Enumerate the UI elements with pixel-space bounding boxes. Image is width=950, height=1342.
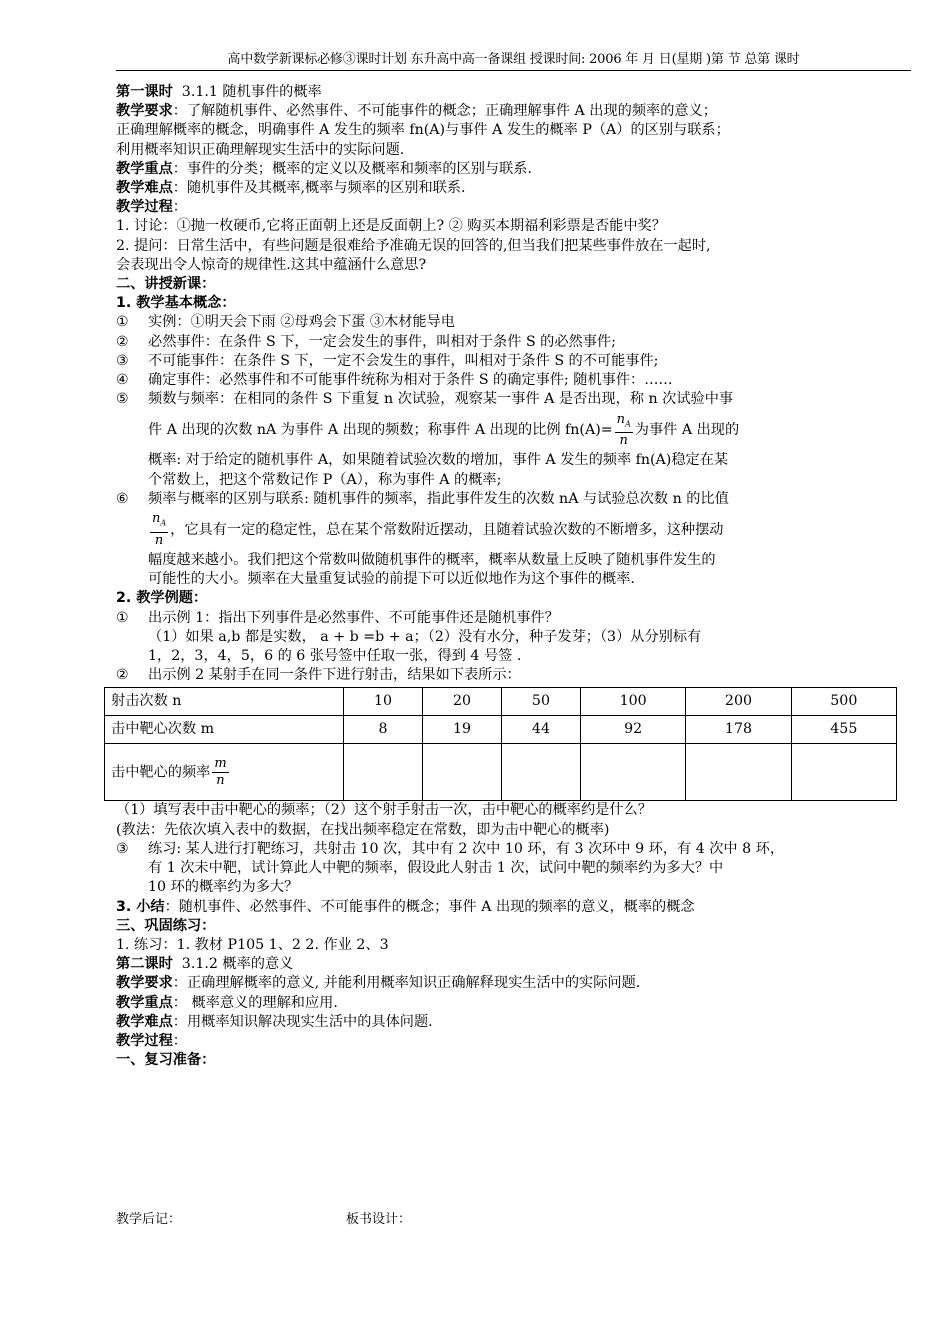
lesson1-requirements-3: 利用概率知识正确理解现实生活中的实际问题. bbox=[116, 141, 405, 158]
concept-5: ⑤ 频数与频率：在相同的条件 S 下重复 n 次试验，观察某一事件 A 是否出现，称 n 次试验中事 bbox=[116, 391, 734, 408]
page-footer bbox=[116, 1208, 411, 1227]
table-cell: 19 bbox=[422, 716, 501, 744]
table-cell: 50 bbox=[501, 688, 580, 716]
lesson1-title-line bbox=[116, 83, 911, 102]
concept-6-text: 幅度越来越小。我们把这个常数叫做随机事件的概率，概率从数量上反映了随机事件发生的 bbox=[148, 552, 716, 569]
table-questions: （1）填写表中击中靶心的频率；（2）这个射手射击一次，击中靶心的概率约是什么？ bbox=[116, 802, 652, 819]
lesson2-title-line: 第二课时 3.1.2 概率的意义 bbox=[116, 956, 294, 973]
question: 2. 提问：日常生活中，有些问题是很难给予准确无误的回答的,但当我们把某些事件放在一起时, bbox=[116, 237, 711, 254]
lesson2-requirements: 教学要求：正确理解概率的意义, 并能利用概率知识正确解释现实生活中的实际问题. bbox=[116, 975, 641, 992]
table-cell-empty bbox=[686, 744, 791, 801]
exercise-3: ③ 练习: 某人进行打靶练习，共射击 10 次，其中有 2 次中 10 环，有 3 次环中 9 环，有 4 次中 8 环， bbox=[116, 840, 785, 857]
table-cell-empty bbox=[344, 744, 423, 801]
concept-3: ③ 不可能事件：在条件 S 下，一定不会发生的事件，叫相对于条件 S 的不可能事件; bbox=[116, 352, 659, 369]
concept-4: ④ 确定事件：必然事件和不可能事件统称为相对于条件 S 的确定事件; 随机事件：…… bbox=[116, 372, 673, 389]
lesson1-section: 3.1.1 随机事件的概率 bbox=[181, 84, 322, 100]
concept-2: ② 必然事件：在条件 S 下，一定会发生的事件，叫相对于条件 S 的必然事件; bbox=[116, 333, 616, 350]
table-cell: 455 bbox=[791, 716, 896, 744]
ratio-fraction: $\frac{n_A}{n}$ bbox=[152, 511, 167, 548]
example-2: ② 出示例 2 某射手在同一条件下进行射击，结果如下表所示： bbox=[116, 667, 521, 684]
lesson1-requirements-2: 正确理解概率的概念，明确事件 A 发生的频率 fn(A)与事件 A 发生的概率 P（A）的区别与联系； bbox=[116, 122, 730, 139]
table-cell: 44 bbox=[501, 716, 580, 744]
question-2: 会表现出令人惊奇的规律性.这其中蕴涵什么意思? bbox=[116, 256, 427, 273]
lesson1-key-points: 教学重点：事件的分类；概率的定义以及概率和频率的区别与联系. bbox=[116, 160, 532, 177]
table-cell: 8 bbox=[344, 716, 423, 744]
frequency-fraction: $\frac{n_A}{n}$ bbox=[616, 411, 631, 449]
practice-items: 1. 练习：1. 教材 P105 1、2 2. 作业 2、3 bbox=[116, 936, 389, 953]
lesson1-difficulties: 教学难点：随机事件及其概率,概率与频率的区别和联系. bbox=[116, 180, 466, 197]
exercise-3-text-2: 10 环的概率约为多大？ bbox=[148, 879, 299, 896]
table-cell: 20 bbox=[422, 688, 501, 716]
concept-5-frequency: 件 A 出现的次数 nA 为事件 A 出现的频数；称事件 A 出现的比例 fn(A)= $\frac{n_A}{n}$ 为事件 A 出现的 bbox=[148, 411, 740, 449]
lesson1-title: 第一课时 bbox=[116, 84, 173, 100]
table-cell-empty bbox=[791, 744, 896, 801]
req-label: 教学要求 bbox=[116, 103, 173, 120]
table-row bbox=[105, 744, 897, 801]
post-lesson-notes: 教学后记： bbox=[116, 1212, 182, 1227]
table-cell: 92 bbox=[580, 716, 685, 744]
lesson1-process-heading: 教学过程： bbox=[116, 199, 187, 216]
row-label: 射击次数 n bbox=[105, 688, 344, 716]
discussion: 1. 讨论：①抛一枚硬币,它将正面朝上还是反面朝上? ② 购买本期福利彩票是否能中奖？ bbox=[116, 218, 666, 235]
section-new-lesson: 二、讲授新课： bbox=[116, 276, 216, 293]
document-body bbox=[111, 83, 911, 1070]
lesson2-process-heading: 教学过程： bbox=[116, 1032, 187, 1049]
lesson2-title: 第二课时 bbox=[116, 956, 173, 973]
examples-heading: 2. 教学例题： bbox=[116, 590, 208, 607]
exercise-3-text: 有 1 次未中靶，试计算此人中靶的频率，假设此人射击 1 次，试问中靶的频率约为多大？中 bbox=[148, 860, 724, 877]
example-1-items-2: 1，2，3，4，5，6 的 6 张号签中任取一张，得到 4 号签 . bbox=[148, 648, 522, 665]
shooting-table bbox=[104, 687, 897, 801]
table-cell: 10 bbox=[344, 688, 423, 716]
concept-5-probability-2: 个常数上，把这个常数记作 P（A），称为事件 A 的概率; bbox=[148, 471, 502, 488]
teaching-method: (教法：先依次填入表中的数据，在找出频率稳定在常数，即为击中靶心的概率) bbox=[116, 821, 610, 838]
page-header: 高中数学新课标必修③课时计划 东升高中高一备课组 授课时间: 2006 年 月 日(星期 )第 节 总第 课时 bbox=[116, 50, 911, 71]
row-label: 击中靶心的频率 $\frac{m}{n}$ bbox=[105, 744, 344, 801]
table-cell-empty bbox=[501, 744, 580, 801]
concept-6: ⑥ 频率与概率的区别与联系: 随机事件的频率，指此事件发生的次数 nA 与试验总次数 n 的比值 bbox=[116, 490, 729, 507]
table-cell-empty bbox=[422, 744, 501, 801]
table-cell-empty bbox=[580, 744, 685, 801]
lesson1-requirements: 教学要求：了解随机事件、必然事件、不可能事件的概念；正确理解事件 A 出现的频率的意义； bbox=[116, 103, 717, 120]
section-practice: 三、巩固练习： bbox=[116, 917, 216, 934]
summary: 3. 小结：随机事件、必然事件、不可能事件的概念；事件 A 出现的频率的意义，概率的概念 bbox=[116, 898, 695, 915]
lesson2-review: 一、复习准备： bbox=[116, 1052, 216, 1069]
concept-6-ratio: $\frac{n_A}{n}$ ，它具有一定的稳定性，总在某个常数附近摆动，且随着试验次数的不断增多，这种摆动 bbox=[152, 511, 724, 548]
table-cell: 178 bbox=[686, 716, 791, 744]
example-1: ① 出示例 1：指出下列事件是必然事件、不可能事件还是随机事件？ bbox=[116, 609, 559, 626]
concept-5-probability: 概率: 对于给定的随机事件 A，如果随着试验次数的增加，事件 A 发生的频率 fn(A)稳定在某 bbox=[148, 452, 729, 469]
table-row bbox=[105, 716, 897, 744]
concept-1: ① 实例：①明天会下雨 ②母鸡会下蛋 ③木材能导电 bbox=[116, 314, 455, 331]
board-design: 板书设计： bbox=[346, 1212, 412, 1227]
table-cell: 200 bbox=[686, 688, 791, 716]
table-row bbox=[105, 688, 897, 716]
row-label: 击中靶心次数 m bbox=[105, 716, 344, 744]
table-cell: 500 bbox=[791, 688, 896, 716]
hit-frequency-fraction: $\frac{m}{n}$ bbox=[214, 755, 227, 788]
example-1-items: （1）如果 a,b 都是实数， a + b =b + a；（2）没有水分，种子发芽；（3）从分别标有 bbox=[148, 628, 702, 645]
lesson2-difficulties: 教学难点：用概率知识解决现实生活中的具体问题. bbox=[116, 1013, 433, 1030]
table-cell: 100 bbox=[580, 688, 685, 716]
basic-concepts-heading: 1. 教学基本概念： bbox=[116, 295, 236, 312]
lesson2-key-points: 教学重点： 概率意义的理解和应用. bbox=[116, 994, 338, 1011]
concept-6-text-2: 可能性的大小。频率在大量重复试验的前提下可以近似地作为这个事件的概率. bbox=[148, 571, 635, 588]
